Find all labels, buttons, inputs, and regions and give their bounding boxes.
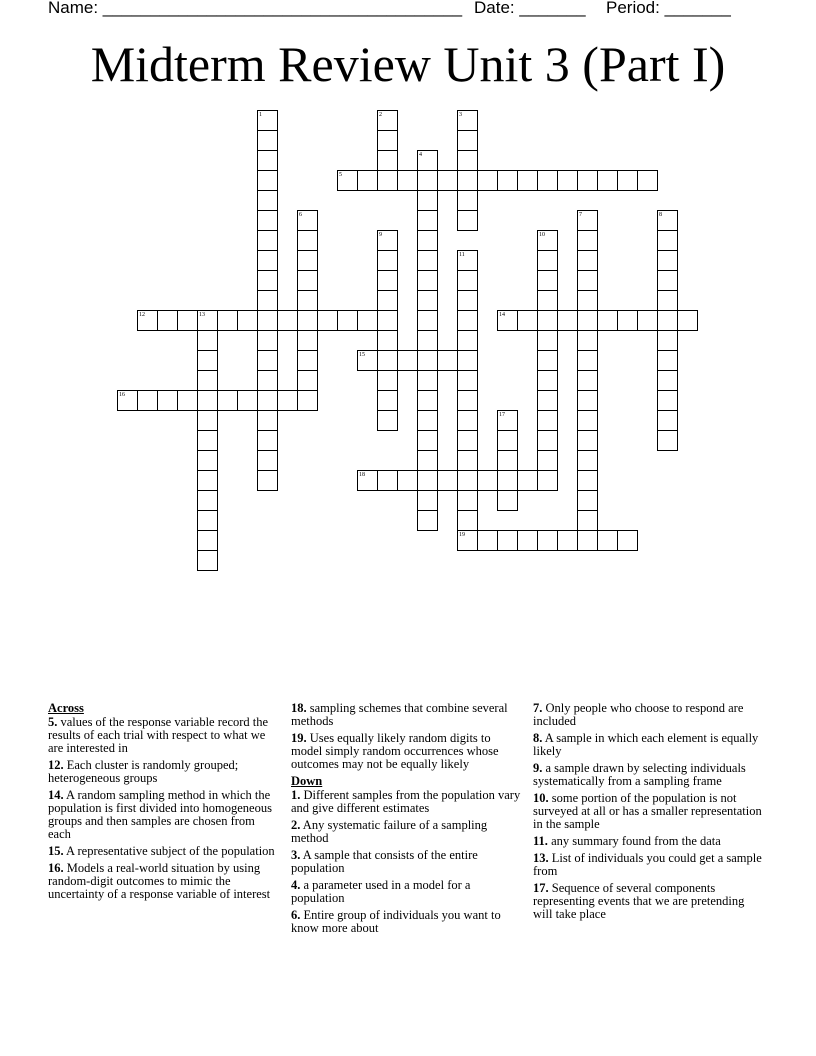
- crossword-cell[interactable]: [457, 390, 478, 411]
- clue-text: Only people who choose to respond are included: [533, 701, 744, 728]
- clue-number: 8: [659, 212, 662, 218]
- crossword-cell[interactable]: [397, 470, 418, 491]
- clue-number: 3: [459, 112, 462, 118]
- crossword-cell[interactable]: [417, 150, 438, 171]
- down-clue: [533, 852, 765, 878]
- clue-number: 18: [359, 472, 365, 478]
- clue-number: 16: [119, 392, 125, 398]
- crossword-cell[interactable]: [237, 310, 258, 331]
- crossword-cell[interactable]: [537, 310, 558, 331]
- crossword-cell[interactable]: [357, 350, 378, 371]
- crossword-cell[interactable]: [377, 110, 398, 131]
- crossword-cell[interactable]: [257, 250, 278, 271]
- crossword-cell[interactable]: [497, 490, 518, 511]
- crossword-cell[interactable]: [577, 230, 598, 251]
- crossword-cell[interactable]: [577, 170, 598, 191]
- crossword-cell[interactable]: [537, 230, 558, 251]
- crossword-cell[interactable]: [537, 470, 558, 491]
- down-clue: [291, 849, 523, 875]
- crossword-cell[interactable]: [457, 370, 478, 391]
- clue-text: Uses equally likely random digits to model simply random occurrences whose outcomes may not be equally likely: [291, 731, 499, 771]
- crossword-cell[interactable]: [297, 350, 318, 371]
- crossword-cell[interactable]: [377, 270, 398, 291]
- clue-number-label: 8.: [533, 731, 543, 745]
- clue-number: 12: [139, 312, 145, 318]
- clue-text: a parameter used in a model for a population: [291, 878, 471, 905]
- crossword-cell[interactable]: [457, 410, 478, 431]
- crossword-cell[interactable]: [137, 310, 158, 331]
- crossword-cell[interactable]: [257, 130, 278, 151]
- clue-number: 11: [459, 252, 465, 258]
- clue-number: 17: [499, 412, 505, 418]
- crossword-cell[interactable]: [197, 450, 218, 471]
- clue-number-label: 5.: [48, 715, 58, 729]
- crossword-cell[interactable]: [437, 470, 458, 491]
- crossword-cell[interactable]: [417, 510, 438, 531]
- across-clue: [48, 862, 280, 901]
- crossword-cell[interactable]: [237, 390, 258, 411]
- crossword-cell[interactable]: [497, 310, 518, 331]
- clue-number-label: 17.: [533, 881, 549, 895]
- crossword-cell[interactable]: [377, 370, 398, 391]
- crossword-cell[interactable]: [257, 270, 278, 291]
- clue-number: 15: [359, 352, 365, 358]
- clue-text: Any systematic failure of a sampling method: [291, 818, 488, 845]
- crossword-cell[interactable]: [457, 450, 478, 471]
- crossword-cell[interactable]: [577, 290, 598, 311]
- crossword-cell[interactable]: [257, 150, 278, 171]
- crossword-cell[interactable]: [457, 310, 478, 331]
- clue-number: 13: [199, 312, 205, 318]
- crossword-cell[interactable]: [197, 470, 218, 491]
- crossword-cell[interactable]: [297, 250, 318, 271]
- crossword-cell[interactable]: [297, 210, 318, 231]
- crossword-cell[interactable]: [257, 170, 278, 191]
- crossword-cell[interactable]: [657, 370, 678, 391]
- crossword-cell[interactable]: [117, 390, 138, 411]
- crossword-cell[interactable]: [497, 530, 518, 551]
- crossword-cell[interactable]: [457, 210, 478, 231]
- down-clue: [533, 882, 765, 921]
- clue-column-1: [48, 702, 280, 905]
- crossword-cell[interactable]: [577, 370, 598, 391]
- crossword-cell[interactable]: [577, 410, 598, 431]
- clue-text: some portion of the population is not surveyed at all or has a smaller representation in the sample: [533, 791, 762, 831]
- clue-number: 5: [339, 172, 342, 178]
- clue-text: values of the response variable record the results of each trial with respect to what we are interested in: [48, 715, 269, 755]
- crossword-cell[interactable]: [157, 310, 178, 331]
- clue-text: A sample in which each element is equally likely: [533, 731, 759, 758]
- crossword-cell[interactable]: [377, 330, 398, 351]
- crossword-cell[interactable]: [257, 210, 278, 231]
- crossword-cell[interactable]: [617, 530, 638, 551]
- clue-number: 6: [299, 212, 302, 218]
- page-title: Midterm Review Unit 3 (Part I): [90, 36, 726, 92]
- crossword-cell[interactable]: [657, 390, 678, 411]
- crossword-cell[interactable]: [377, 350, 398, 371]
- crossword-cell[interactable]: [257, 390, 278, 411]
- crossword-cell[interactable]: [257, 370, 278, 391]
- crossword-cell[interactable]: [297, 330, 318, 351]
- crossword-cell[interactable]: [657, 350, 678, 371]
- crossword-cell[interactable]: [197, 350, 218, 371]
- crossword-cell[interactable]: [257, 310, 278, 331]
- across-clue: [48, 789, 280, 841]
- crossword-cell[interactable]: [257, 350, 278, 371]
- crossword-cell[interactable]: [457, 290, 478, 311]
- clue-number-label: 10.: [533, 791, 549, 805]
- crossword-cell[interactable]: [457, 190, 478, 211]
- crossword-cell[interactable]: [617, 310, 638, 331]
- down-clue: [291, 879, 523, 905]
- crossword-cell[interactable]: [417, 270, 438, 291]
- down-heading: Down: [291, 774, 323, 788]
- crossword-cell[interactable]: [257, 410, 278, 431]
- crossword-cell[interactable]: [417, 290, 438, 311]
- crossword-cell[interactable]: [577, 250, 598, 271]
- crossword-cell[interactable]: [537, 330, 558, 351]
- crossword-cell[interactable]: [577, 530, 598, 551]
- crossword-cell[interactable]: [577, 350, 598, 371]
- crossword-cell[interactable]: [537, 410, 558, 431]
- clue-number: 14: [499, 312, 505, 318]
- crossword-cell[interactable]: [457, 330, 478, 351]
- crossword-cell[interactable]: [637, 310, 658, 331]
- crossword-cell[interactable]: [397, 170, 418, 191]
- crossword-cell[interactable]: [417, 230, 438, 251]
- crossword-cell[interactable]: [137, 390, 158, 411]
- crossword-cell[interactable]: [537, 450, 558, 471]
- date-field-label: Date: _______: [474, 0, 586, 17]
- crossword-cell[interactable]: [517, 530, 538, 551]
- crossword-cell[interactable]: [497, 170, 518, 191]
- crossword-cell[interactable]: [617, 170, 638, 191]
- crossword-cell[interactable]: [257, 470, 278, 491]
- clue-number-label: 13.: [533, 851, 549, 865]
- crossword-cell[interactable]: [477, 530, 498, 551]
- clue-text: A random sampling method in which the population is first divided into homogeneous groups and then samples are chosen from each: [48, 788, 272, 841]
- crossword-cell[interactable]: [457, 430, 478, 451]
- crossword-cell[interactable]: [457, 110, 478, 131]
- crossword-cell[interactable]: [577, 310, 598, 331]
- crossword-cell[interactable]: [417, 210, 438, 231]
- crossword-cell[interactable]: [537, 170, 558, 191]
- down-clue: [533, 792, 765, 831]
- crossword-cell[interactable]: [517, 310, 538, 331]
- crossword-cell[interactable]: [477, 470, 498, 491]
- crossword-cell[interactable]: [197, 330, 218, 351]
- crossword-cell[interactable]: [417, 250, 438, 271]
- crossword-cell[interactable]: [537, 430, 558, 451]
- crossword-cell[interactable]: [677, 310, 698, 331]
- crossword-cell[interactable]: [297, 370, 318, 391]
- clue-column-2: [291, 702, 523, 939]
- crossword-cell[interactable]: [297, 290, 318, 311]
- crossword-cell[interactable]: [417, 170, 438, 191]
- crossword-cell[interactable]: [497, 450, 518, 471]
- crossword-cell[interactable]: [197, 390, 218, 411]
- crossword-cell[interactable]: [377, 130, 398, 151]
- crossword-cell[interactable]: [497, 410, 518, 431]
- crossword-cell[interactable]: [297, 230, 318, 251]
- crossword-cell[interactable]: [377, 470, 398, 491]
- crossword-cell[interactable]: [197, 430, 218, 451]
- crossword-cell[interactable]: [457, 250, 478, 271]
- clue-number-label: 19.: [291, 731, 307, 745]
- clue-number: 9: [379, 232, 382, 238]
- crossword-cell[interactable]: [217, 310, 238, 331]
- crossword-cell[interactable]: [437, 350, 458, 371]
- clue-text: Different samples from the population vary and give different estimates: [291, 788, 521, 815]
- crossword-cell[interactable]: [257, 290, 278, 311]
- crossword-cell[interactable]: [557, 310, 578, 331]
- across-clue: [48, 845, 280, 858]
- crossword-cell[interactable]: [377, 310, 398, 331]
- crossword-cell[interactable]: [417, 470, 438, 491]
- clue-column-3: [533, 702, 765, 925]
- clue-number-label: 3.: [291, 848, 301, 862]
- crossword-cell[interactable]: [497, 430, 518, 451]
- crossword-cell[interactable]: [377, 290, 398, 311]
- crossword-cell[interactable]: [657, 330, 678, 351]
- clue-number-label: 11.: [533, 834, 548, 848]
- across-clue: [291, 702, 523, 728]
- crossword-cell[interactable]: [637, 170, 658, 191]
- crossword-cell[interactable]: [417, 430, 438, 451]
- crossword-cell[interactable]: [657, 310, 678, 331]
- crossword-cell[interactable]: [417, 390, 438, 411]
- clue-number-label: 9.: [533, 761, 543, 775]
- clue-number-label: 1.: [291, 788, 301, 802]
- clue-number-label: 2.: [291, 818, 301, 832]
- crossword-cell[interactable]: [417, 450, 438, 471]
- crossword-cell[interactable]: [577, 490, 598, 511]
- crossword-cell[interactable]: [657, 210, 678, 231]
- crossword-cell[interactable]: [197, 310, 218, 331]
- clue-text: Entire group of individuals you want to know more about: [291, 908, 501, 935]
- crossword-cell[interactable]: [257, 430, 278, 451]
- crossword-cell[interactable]: [577, 390, 598, 411]
- crossword-cell[interactable]: [597, 530, 618, 551]
- crossword-cell[interactable]: [297, 310, 318, 331]
- clue-number-label: 12.: [48, 758, 64, 772]
- crossword-cell[interactable]: [457, 130, 478, 151]
- clue-text: a sample drawn by selecting individuals systematically from a sampling frame: [533, 761, 746, 788]
- crossword-cell[interactable]: [577, 510, 598, 531]
- period-field-label: Period: _______: [606, 0, 731, 17]
- crossword-cell[interactable]: [577, 470, 598, 491]
- crossword-cell[interactable]: [277, 390, 298, 411]
- crossword-cell[interactable]: [577, 450, 598, 471]
- crossword-cell[interactable]: [417, 350, 438, 371]
- crossword-cell[interactable]: [197, 530, 218, 551]
- clue-number: 4: [419, 152, 422, 158]
- across-clue: [48, 759, 280, 785]
- crossword-cell[interactable]: [257, 230, 278, 251]
- crossword-cell[interactable]: [197, 370, 218, 391]
- clue-number-label: 15.: [48, 844, 64, 858]
- clue-number-label: 14.: [48, 788, 64, 802]
- clue-text: Each cluster is randomly grouped; heterogeneous groups: [48, 758, 239, 785]
- crossword-cell[interactable]: [257, 450, 278, 471]
- crossword-cell[interactable]: [577, 430, 598, 451]
- crossword-cell[interactable]: [197, 490, 218, 511]
- crossword-cell[interactable]: [417, 310, 438, 331]
- crossword-cell[interactable]: [477, 170, 498, 191]
- crossword-cell[interactable]: [377, 390, 398, 411]
- crossword-cell[interactable]: [577, 210, 598, 231]
- crossword-cell[interactable]: [417, 370, 438, 391]
- clue-number: 2: [379, 112, 382, 118]
- crossword-cell[interactable]: [417, 190, 438, 211]
- crossword-cell[interactable]: [377, 250, 398, 271]
- down-clue: [533, 732, 765, 758]
- crossword-cell[interactable]: [257, 110, 278, 131]
- crossword-cell[interactable]: [437, 170, 458, 191]
- clue-text: List of individuals you could get a sample from: [533, 851, 762, 878]
- crossword-cell[interactable]: [577, 270, 598, 291]
- crossword-cell[interactable]: [597, 310, 618, 331]
- crossword-cell[interactable]: [417, 490, 438, 511]
- crossword-cell[interactable]: [537, 250, 558, 271]
- clue-text: A representative subject of the population: [63, 844, 275, 858]
- crossword-cell[interactable]: [197, 510, 218, 531]
- clue-number: 19: [459, 532, 465, 538]
- across-clue: [291, 732, 523, 771]
- clue-number: 10: [539, 232, 545, 238]
- crossword-cell[interactable]: [497, 470, 518, 491]
- crossword-cell[interactable]: [357, 470, 378, 491]
- clue-number-label: 4.: [291, 878, 301, 892]
- clue-number-label: 16.: [48, 861, 64, 875]
- crossword-cell[interactable]: [457, 490, 478, 511]
- crossword-cell[interactable]: [377, 230, 398, 251]
- crossword-cell[interactable]: [657, 270, 678, 291]
- clue-text: Sequence of several components representing events that we are pretending will take place: [533, 881, 745, 921]
- crossword-cell[interactable]: [157, 390, 178, 411]
- crossword-cell[interactable]: [357, 170, 378, 191]
- crossword-cell[interactable]: [377, 410, 398, 431]
- crossword-cell[interactable]: [257, 190, 278, 211]
- crossword-cell[interactable]: [377, 170, 398, 191]
- crossword-cell[interactable]: [197, 410, 218, 431]
- down-clue: [291, 789, 523, 815]
- crossword-cell[interactable]: [537, 290, 558, 311]
- crossword-cell[interactable]: [217, 390, 238, 411]
- clue-number-label: 6.: [291, 908, 301, 922]
- clue-text: sampling schemes that combine several methods: [291, 701, 508, 728]
- name-field-label: Name: ______________________________________: [48, 0, 463, 17]
- crossword-cell[interactable]: [417, 330, 438, 351]
- crossword-cell[interactable]: [277, 310, 298, 331]
- crossword-cell[interactable]: [597, 170, 618, 191]
- clue-text: Models a real-world situation by using random-digit outcomes to mimic the uncertainty of a response variable of interest: [48, 861, 271, 901]
- crossword-cell[interactable]: [457, 510, 478, 531]
- crossword-cell[interactable]: [537, 390, 558, 411]
- crossword-cell[interactable]: [457, 350, 478, 371]
- crossword-cell[interactable]: [577, 330, 598, 351]
- crossword-cell[interactable]: [557, 530, 578, 551]
- crossword-cell[interactable]: [177, 390, 198, 411]
- crossword-cell[interactable]: [337, 310, 358, 331]
- crossword-cell[interactable]: [457, 270, 478, 291]
- crossword-cell[interactable]: [357, 310, 378, 331]
- down-clue: [533, 835, 765, 848]
- crossword-cell[interactable]: [397, 350, 418, 371]
- crossword-cell[interactable]: [457, 170, 478, 191]
- crossword-cell[interactable]: [297, 270, 318, 291]
- crossword-cell[interactable]: [457, 150, 478, 171]
- crossword-cell[interactable]: [517, 470, 538, 491]
- crossword-cell[interactable]: [257, 330, 278, 351]
- crossword-cell[interactable]: [557, 170, 578, 191]
- down-clue: [533, 762, 765, 788]
- clue-text: A sample that consists of the entire population: [291, 848, 478, 875]
- down-clue: [291, 819, 523, 845]
- crossword-cell[interactable]: [317, 310, 338, 331]
- crossword-cell[interactable]: [657, 250, 678, 271]
- crossword-cell[interactable]: [657, 230, 678, 251]
- crossword-cell[interactable]: [337, 170, 358, 191]
- crossword-cell[interactable]: [657, 430, 678, 451]
- crossword-cell[interactable]: [537, 270, 558, 291]
- crossword-cell[interactable]: [537, 350, 558, 371]
- crossword-cell[interactable]: [417, 410, 438, 431]
- crossword-cell[interactable]: [537, 530, 558, 551]
- crossword-cell[interactable]: [177, 310, 198, 331]
- crossword-cell[interactable]: [517, 170, 538, 191]
- across-clue: [48, 716, 280, 755]
- crossword-cell[interactable]: [297, 390, 318, 411]
- crossword-cell[interactable]: [657, 290, 678, 311]
- crossword-cell[interactable]: [537, 370, 558, 391]
- down-clue: [291, 909, 523, 935]
- crossword-cell[interactable]: [377, 150, 398, 171]
- crossword-cell[interactable]: [657, 410, 678, 431]
- clue-number: 7: [579, 212, 582, 218]
- crossword-cell[interactable]: [457, 470, 478, 491]
- across-heading: Across: [48, 701, 84, 715]
- crossword-cell[interactable]: [457, 530, 478, 551]
- clue-text: any summary found from the data: [547, 834, 721, 848]
- clue-number-label: 18.: [291, 701, 307, 715]
- down-clue: [533, 702, 765, 728]
- crossword-cell[interactable]: [197, 550, 218, 571]
- clue-number: 1: [259, 112, 262, 118]
- clue-number-label: 7.: [533, 701, 543, 715]
